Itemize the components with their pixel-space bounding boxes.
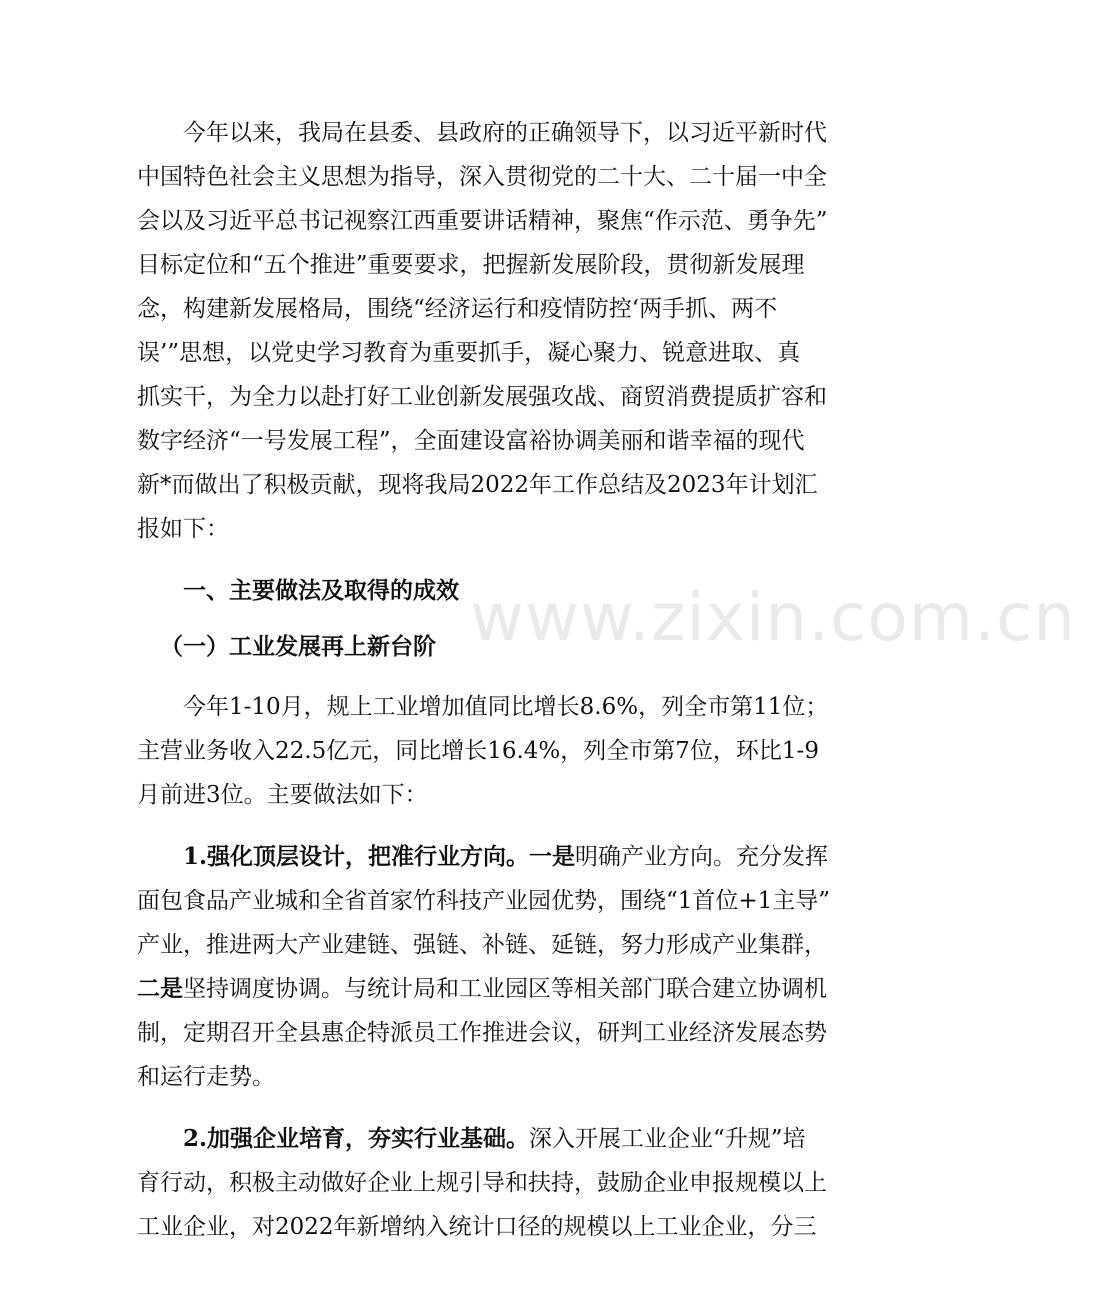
item2-bold-lead: 2.加强企业培育，夯实行业基础。 bbox=[183, 1125, 530, 1152]
intro-line-2: 中国特色社会主义思想为指导，深入贯彻党的二十大、二十届一中全 bbox=[137, 164, 827, 190]
intro-line-8: 数字经济“一号发展工程”，全面建设富裕协调美丽和谐幸福的现代 bbox=[137, 428, 805, 454]
item1-line-3: 产业，推进两大产业建链、强链、补链、延链，努力形成产业集群， bbox=[137, 932, 827, 958]
intro-line-9: 新*而做出了积极贡献，现将我局2022年工作总结及2023年计划汇 bbox=[137, 472, 818, 498]
intro-line-6: 误’”思想，以党史学习教育为重要抓手，凝心聚力、锐意进取、真 bbox=[137, 340, 801, 366]
item2-first-rest: 深入开展工业企业“升规”培 bbox=[529, 1126, 806, 1152]
para2-line-3: 月前进3位。主要做法如下： bbox=[137, 782, 428, 808]
item2-line-3: 工业企业，对2022年新增纳入统计口径的规模以上工业企业，分三 bbox=[137, 1214, 817, 1240]
item1-line-5: 制，定期召开全县惠企特派员工作推进会议，研判工业经济发展态势 bbox=[137, 1020, 827, 1046]
item1-line4-rest: 坚持调度协调。与统计局和工业园区等相关部门联合建立协调机 bbox=[183, 976, 827, 1002]
intro-line-1: 今年以来，我局在县委、县政府的正确领导下，以习近平新时代 bbox=[183, 120, 827, 146]
item1-first-rest: 明确产业方向。充分发挥 bbox=[575, 844, 829, 870]
item2-line-2: 育行动，积极主动做好企业上规引导和扶持，鼓励企业申报规模以上 bbox=[137, 1170, 827, 1196]
item1-bold-lead: 1.强化顶层设计，把准行业方向。一是 bbox=[183, 843, 576, 870]
item1-line-2: 面包食品产业城和全省首家竹科技产业园优势，围绕“1首位+1主导” bbox=[137, 888, 831, 914]
intro-line-7: 抓实干，为全力以赴打好工业创新发展强攻战、商贸消费提质扩容和 bbox=[137, 384, 827, 410]
watermark: www.zixin.com.cn bbox=[470, 579, 1077, 656]
para2-line-1: 今年1-10月，规上工业增加值同比增长8.6%，列全市第11位； bbox=[183, 694, 829, 720]
intro-line-3: 会以及习近平总书记视察江西重要讲话精神，聚焦“作示范、勇争先” bbox=[137, 208, 828, 234]
intro-line-4: 目标定位和“五个推进”重要要求，把握新发展阶段，贯彻新发展理 bbox=[137, 252, 805, 278]
subsection-heading: （一）工业发展再上新台阶 bbox=[160, 633, 436, 660]
para2-line-2: 主营业务收入22.5亿元，同比增长16.4%，列全市第7位，环比1-9 bbox=[137, 738, 819, 764]
intro-line-5: 念，构建新发展格局，围绕“经济运行和疫情防控‘两手抓、两不 bbox=[137, 296, 778, 322]
item1-line-1 bbox=[0, 842, 1103, 872]
section-heading: 一、主要做法及取得的成效 bbox=[183, 577, 459, 604]
item1-line-4 bbox=[0, 974, 1057, 1004]
item1-bold-lead2: 二是 bbox=[137, 975, 183, 1002]
item1-line-6: 和运行走势。 bbox=[137, 1064, 275, 1090]
item2-line-1 bbox=[0, 1124, 1103, 1154]
intro-line-10: 报如下： bbox=[137, 516, 229, 542]
